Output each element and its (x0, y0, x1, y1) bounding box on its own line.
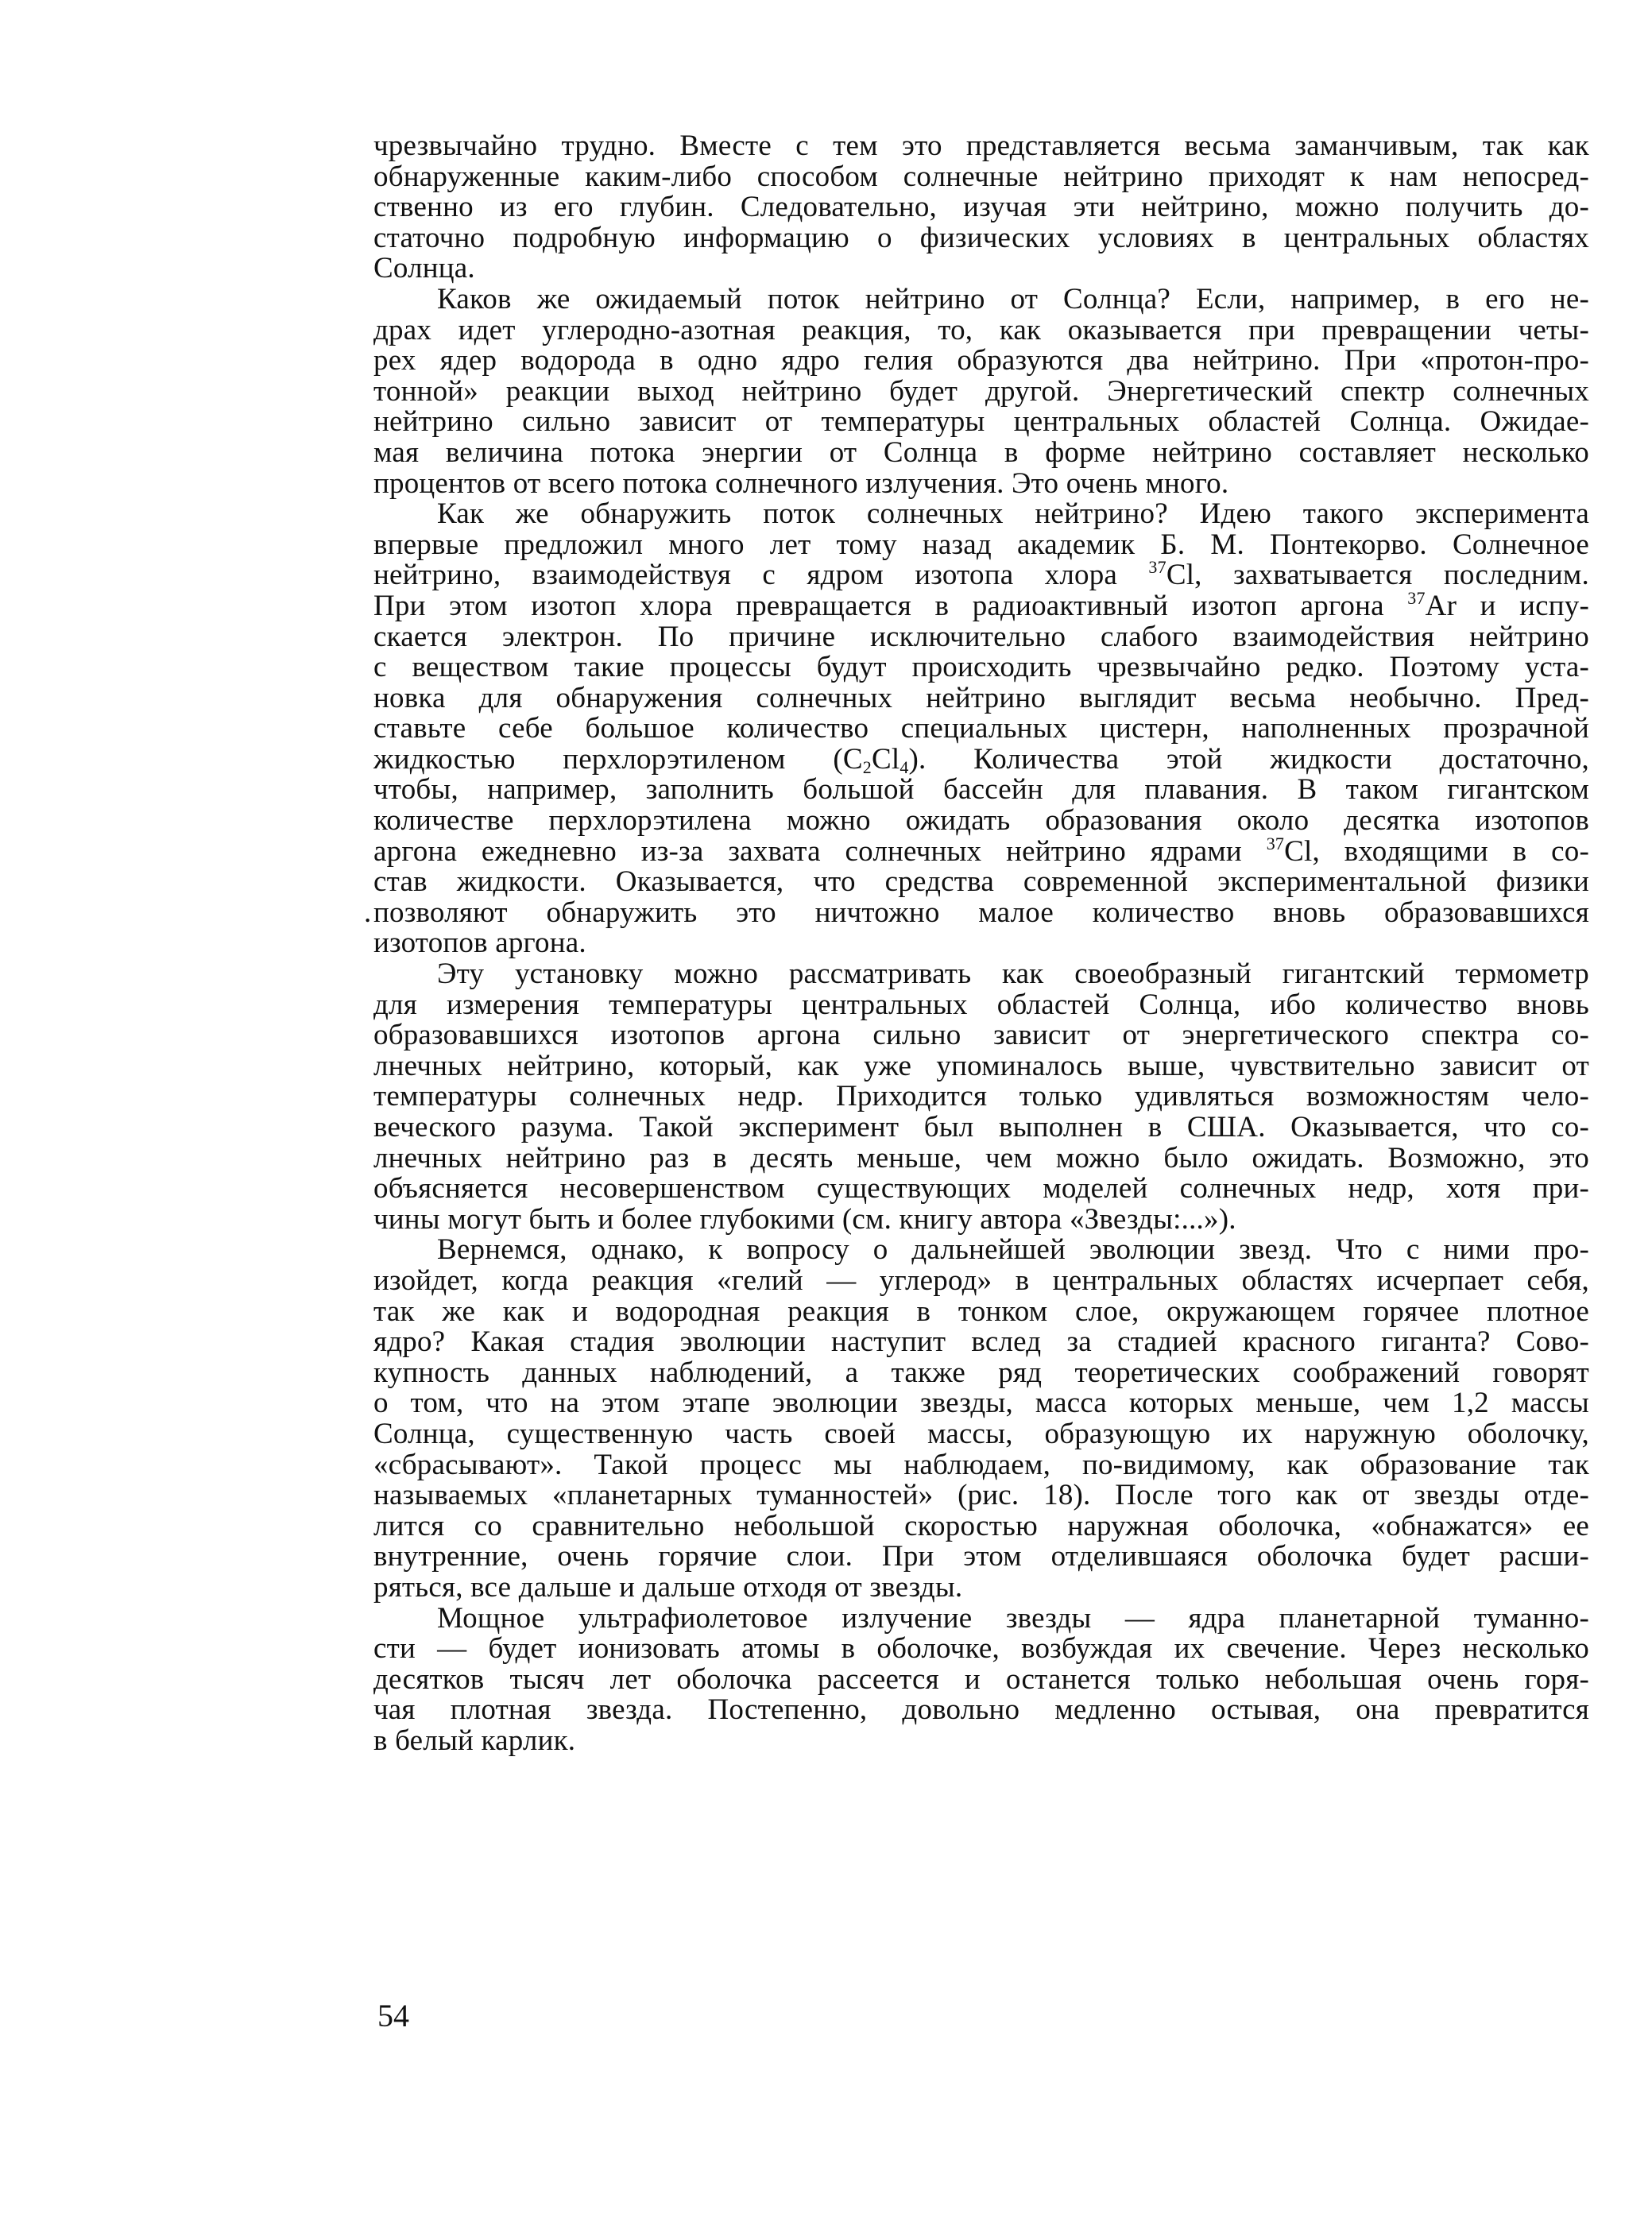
line-text: десятков тысяч лет оболочка рассеется и останется только небольшая очень горя- (373, 1662, 1589, 1696)
text-line (364, 896, 1589, 929)
text-line (373, 466, 1589, 500)
line-text: в белый карлик. (373, 1724, 576, 1757)
text-line (373, 131, 1589, 162)
line-text: Cl, захватывается последним. (1166, 559, 1589, 592)
line-text: Солнца, существенную часть своей массы, образующую их наружную оболочку, (373, 1417, 1589, 1450)
text-line (373, 1082, 1589, 1112)
line-text: изотопов аргона. (373, 927, 586, 960)
line-text: с веществом такие процессы будут происходить чрезвычайно редко. Поэтому уста- (373, 651, 1589, 684)
line-text: купность данных наблюдений, а также ряд теоретических соображений говорят (373, 1356, 1589, 1389)
text-line (373, 435, 1589, 469)
line-text: Каков же ожидаемый поток нейтрино от Солнца? Если, например, в его не- (437, 282, 1589, 315)
line-text: веческого разума. Такой эксперимент был выполнен в США. Оказывается, что со- (373, 1111, 1589, 1143)
text-line (373, 284, 1589, 315)
text-line (373, 833, 1589, 868)
paragraph (373, 1235, 1589, 1603)
line-text: жидкостью перхлорэтиленом (C (373, 742, 863, 776)
line-text: Cl (871, 742, 900, 776)
line-text: сти — будет ионизовать атомы в оболочке, возбуждая их свечение. Через несколько (373, 1632, 1589, 1666)
line-text: При этом изотоп хлора превращается в радиоактивный изотоп аргона (373, 589, 1408, 622)
text-line (373, 867, 1589, 898)
text-line (373, 1726, 1589, 1757)
text-line (373, 1235, 1589, 1266)
line-text: нейтрино, взаимодействуя с ядром изотопа хлора (373, 559, 1149, 592)
text-line (373, 1511, 1589, 1542)
text-line (373, 1327, 1589, 1358)
line-text: впервые предложил много лет тому назад академик Б. М. Понтекорво. Солнечное (373, 528, 1589, 561)
line-text: нейтрино сильно зависит от температуры центральных областей Солнца. Ожидае- (373, 405, 1589, 439)
line-text: чины могут быть и более глубокими (см. книгу автора «Звезды:...»). (373, 1202, 1236, 1236)
body-text (364, 130, 1590, 1757)
line-text: образовавшихся изотопов аргона сильно зависит от энергетического спектра со- (373, 1019, 1589, 1052)
line-text: называемых «планетарных туманностей» (рис. 18). После того как от звезды отде- (373, 1479, 1589, 1512)
line-text: процентов от всего потока солнечного излучения. Это очень много. (373, 466, 1229, 500)
text-line (373, 990, 1589, 1021)
line-text: обнаруженные каким-либо способом солнечные нейтрино приходят к нам непосред- (373, 160, 1589, 193)
line-text: ряться, все дальше и дальше отходя от звезды. (373, 1570, 963, 1604)
text-line (373, 622, 1589, 653)
line-text: статочно подробную информацию о физических условиях в центральных областях (373, 221, 1589, 254)
text-line (373, 1143, 1589, 1174)
text-line (373, 1174, 1589, 1205)
text-line (373, 928, 1589, 959)
line-text: о том, что на этом этапе эволюции звезды, масса которых меньше, чем 1,2 массы (373, 1387, 1589, 1420)
subscript: 4 (900, 756, 909, 777)
text-line (373, 1419, 1589, 1450)
line-text: позволяют обнаружить это ничтожно малое количество вновь образовавшихся (373, 896, 1589, 929)
paragraph (364, 497, 1590, 960)
text-line (373, 1358, 1589, 1389)
line-text: ядро? Какая стадия эволюции наступит вслед за стадией красного гиганта? Сово- (373, 1325, 1589, 1359)
line-text: внутренние, очень горячие слои. При этом отделившаяся оболочка будет расши- (373, 1540, 1589, 1573)
paragraph (373, 959, 1589, 1235)
text-line (373, 1020, 1589, 1051)
text-line (373, 374, 1589, 408)
line-text: став жидкости. Оказывается, что средства современной экспериментальной физики (373, 865, 1589, 899)
text-line (373, 775, 1589, 806)
text-line (373, 530, 1589, 561)
paragraph (373, 131, 1589, 284)
text-line (373, 1202, 1589, 1236)
text-line (373, 253, 1589, 284)
text-line (373, 806, 1589, 837)
line-text: для измерения температуры центральных областей Солнца, ибо количество вновь (373, 988, 1589, 1021)
line-text: чрезвычайно трудно. Вместе с тем это представляется весьма заманчивым, так как (373, 130, 1589, 162)
text-line (373, 557, 1589, 592)
text-line (373, 1695, 1589, 1726)
superscript: 37 (1148, 557, 1166, 578)
text-line (373, 587, 1590, 622)
text-line (373, 346, 1589, 377)
line-text: лится со сравнительно небольшой скоростью наружная оболочка, «обнажатся» ее (373, 1509, 1589, 1542)
text-line (373, 1263, 1589, 1297)
text-line (373, 407, 1589, 438)
line-text: так же как и водородная реакция в тонком слое, окружающем горячее плотное (373, 1294, 1589, 1328)
line-text: ственно из его глубин. Следовательно, изучая эти нейтрино, можно получить до- (373, 191, 1589, 224)
text-line (373, 315, 1589, 346)
line-text: новка для обнаружения солнечных нейтрино выглядит весьма необычно. Пред- (373, 681, 1589, 714)
line-text: Вернемся, однако, к вопросу о дальнейшей эволюции звезд. Что с ними про- (437, 1233, 1589, 1267)
line-text: ставьте себе большое количество специальных цистерн, наполненных прозрачной (373, 712, 1589, 745)
text-line (373, 192, 1589, 223)
text-line (373, 652, 1589, 683)
line-text: Эту установку можно рассматривать как своеобразный гигантский термометр (437, 958, 1589, 991)
line-text: Солнца. (373, 252, 475, 285)
superscript: 37 (1407, 587, 1426, 608)
text-line (373, 742, 1589, 777)
text-line (373, 714, 1589, 745)
line-text: объясняется несовершенством существующих моделей солнечных недр, хотя при- (373, 1172, 1589, 1205)
text-line (373, 1542, 1589, 1573)
line-text: Cl, входящими в со- (1284, 834, 1589, 868)
text-line (373, 162, 1589, 193)
text-line (373, 1388, 1589, 1419)
text-line (373, 1634, 1589, 1665)
text-line (373, 1601, 1589, 1635)
superscript: 37 (1266, 833, 1285, 853)
text-line (373, 1662, 1589, 1696)
text-line (373, 499, 1589, 530)
line-text: ). Количества этой жидкости достаточно, (908, 742, 1589, 776)
line-text: чтобы, например, заполнить большой бассейн для плавания. В таком гигантском (373, 773, 1589, 807)
line-text: тонной» реакции выход нейтрино будет другой. Энергетический спектр солнечных (373, 374, 1589, 408)
text-line (373, 1112, 1589, 1143)
line-text: чая плотная звезда. Постепенно, довольно медленно остывая, она превратится (373, 1693, 1589, 1727)
text-line (373, 223, 1589, 254)
subscript: 2 (862, 756, 872, 777)
text-line (373, 1294, 1589, 1328)
stray-dot: . (364, 896, 372, 929)
text-line (373, 683, 1589, 714)
text-line (373, 1051, 1589, 1082)
text-line (373, 1480, 1589, 1511)
line-text: температуры солнечных недр. Приходится только удивляться возможностям чело- (373, 1080, 1589, 1113)
text-line (373, 1570, 1589, 1604)
line-text: аргона ежедневно из-за захвата солнечных нейтрино ядрами (373, 834, 1267, 868)
line-text: лнечных нейтрино раз в десять меньше, чем можно было ожидать. Возможно, это (373, 1141, 1589, 1174)
line-text: лнечных нейтрино, который, как уже упоминалось выше, чувствительно зависит от (373, 1049, 1589, 1082)
text-line (373, 1450, 1589, 1481)
line-text: мая величина потока энергии от Солнца в форме нейтрино составляет несколько (373, 435, 1589, 469)
paragraph (373, 284, 1589, 499)
line-text: количестве перхлорэтилена можно ожидать образования около десятка изотопов (373, 804, 1589, 838)
text-line (373, 959, 1589, 990)
line-text: Мощное ультрафиолетовое излучение звезды — ядра планетарной туманно- (437, 1601, 1589, 1635)
line-text: изойдет, когда реакция «гелий — углерод» в центральных областях исчерпает себя, (373, 1263, 1589, 1297)
page-number: 54 (377, 1998, 409, 2033)
line-text: Как же обнаружить поток солнечных нейтрино? Идею такого эксперимента (437, 497, 1589, 531)
line-text: драх идет углеродно-азотная реакция, то, как оказывается при превращении четы- (373, 313, 1589, 346)
line-text: Ar и испу- (1425, 589, 1590, 622)
paragraph (373, 1601, 1589, 1757)
line-text: «сбрасывают». Такой процесс мы наблюдаем, по-видимому, как образование так (373, 1448, 1589, 1481)
line-text: рех ядер водорода в одно ядро гелия образуются два нейтрино. При «протон-про- (373, 344, 1589, 377)
line-text: скается электрон. По причине исключительно слабого взаимодействия нейтрино (373, 620, 1589, 653)
